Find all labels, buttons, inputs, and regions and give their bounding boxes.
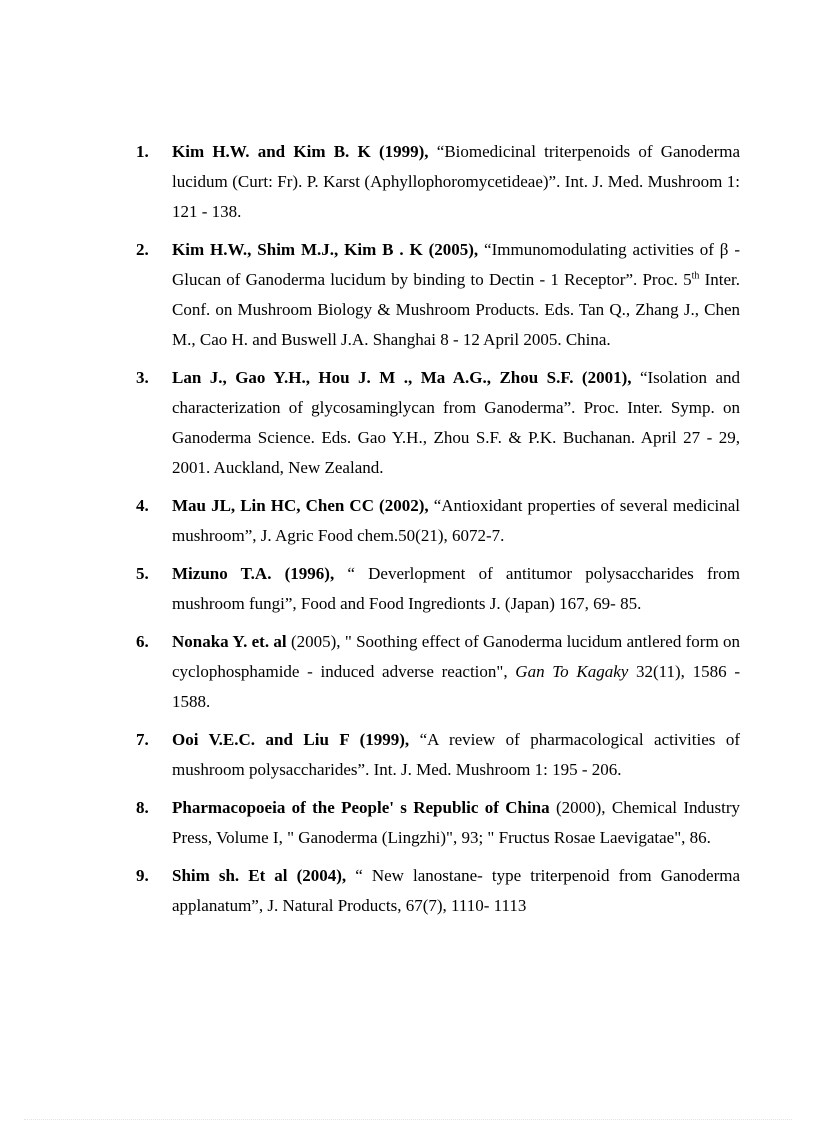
reference-journal: Gan To Kagaky [515, 662, 629, 681]
reference-number: 7. [136, 730, 149, 749]
reference-authors: Nonaka Y. et. al [172, 632, 287, 651]
reference-year: (2000), [555, 798, 606, 817]
reference-authors: Kim H.W. and Kim B. K (1999), [172, 142, 429, 161]
reference-text [172, 137, 740, 227]
reference-text [172, 793, 740, 853]
reference-number: 4. [136, 496, 149, 515]
reference-text [172, 725, 740, 785]
reference-authors: Kim H.W., Shim M.J., Kim B . K (2005), [172, 240, 479, 259]
reference-number: 2. [136, 240, 149, 259]
reference-year: (2005), [290, 632, 341, 651]
reference-number: 8. [136, 798, 149, 817]
reference-authors: Mau JL, Lin HC, Chen CC (2002), [172, 496, 429, 515]
reference-item [136, 363, 740, 483]
reference-item [136, 725, 740, 785]
reference-number: 5. [136, 564, 149, 583]
reference-title-cont: Inter. Conf. on Mushroom Biology & Mushroom Products. Eds. Tan Q., Zhang J., Chen M., Cao H. and Buswell J.A. Shanghai 8 - 12 April 2005. China. [172, 270, 740, 349]
reference-title: “Isolation and characterization of glycosaminglycan from Ganoderma”. Proc. Inter. Symp. on Ganoderma Science. Eds. Gao Y.H., Zhou S.F. & P.K. Buchanan. April 27 - 29, 2001. Auckland, New Zealand. [172, 368, 740, 477]
reference-text [172, 627, 740, 717]
reference-authors: Mizuno T.A. (1996), [172, 564, 335, 583]
reference-title: “Antioxidant properties of several medicinal mushroom”, J. Agric Food chem.50(21), 6072-7. [172, 496, 741, 545]
reference-title: " Soothing effect of Ganoderma lucidum antlered form on cyclophosphamide - induced adverse reaction", [172, 632, 741, 681]
reference-item [136, 491, 740, 551]
reference-text [172, 559, 740, 619]
reference-number: 3. [136, 368, 149, 387]
reference-authors: Ooi V.E.C. and Liu F (1999), [172, 730, 410, 749]
reference-title: “ New lanostane- type triterpenoid from Ganoderma applanatum”, J. Natural Products, 67(7), 1110- 1113 [172, 866, 740, 915]
superscript-ordinal: th [691, 270, 700, 282]
reference-number: 6. [136, 632, 149, 651]
reference-title: “A review of pharmacological activities of mushroom polysaccharides”. Int. J. Med. Mushroom 1: 195 - 206. [172, 730, 741, 779]
reference-text [172, 861, 740, 921]
reference-text [172, 235, 740, 355]
reference-item [136, 793, 740, 853]
reference-title: “ Deverlopment of antitumor polysaccharides from mushroom fungi”, Food and Food Ingredionts J. (Japan) 167, 69- 85. [172, 564, 740, 613]
reference-number: 1. [136, 142, 149, 161]
reference-text [172, 491, 740, 551]
reference-item [136, 627, 740, 717]
reference-item [136, 137, 740, 227]
reference-number: 9. [136, 866, 149, 885]
reference-text [172, 363, 740, 483]
reference-item [136, 559, 740, 619]
reference-item [136, 235, 740, 355]
reference-authors: Shim sh. Et al (2004), [172, 866, 347, 885]
reference-title-cont: 32(11), 1586 - 1588. [172, 662, 740, 711]
reference-title: “Immunomodulating activities of β - Glucan of Ganoderma lucidum by binding to Dectin - 1 Receptor”. Proc. 5 [172, 240, 741, 289]
reference-title: Chemical Industry Press, Volume I, " Ganoderma (Lingzhi)", 93; " Fructus Rosae Laevigatae", 86. [172, 798, 741, 847]
reference-authors: Pharmacopoeia of the People' s Republic of China [172, 798, 550, 817]
reference-authors: Lan J., Gao Y.H., Hou J. M ., Ma A.G., Zhou S.F. (2001), [172, 368, 632, 387]
reference-item [136, 861, 740, 921]
reference-title: “Biomedicinal triterpenoids of Ganoderma lucidum (Curt: Fr). P. Karst (Aphyllophoromycetideae)”. Int. J. Med. Mushroom 1: 121 - 138. [172, 142, 741, 221]
page-bottom-divider [24, 1119, 792, 1120]
reference-list [136, 137, 740, 929]
